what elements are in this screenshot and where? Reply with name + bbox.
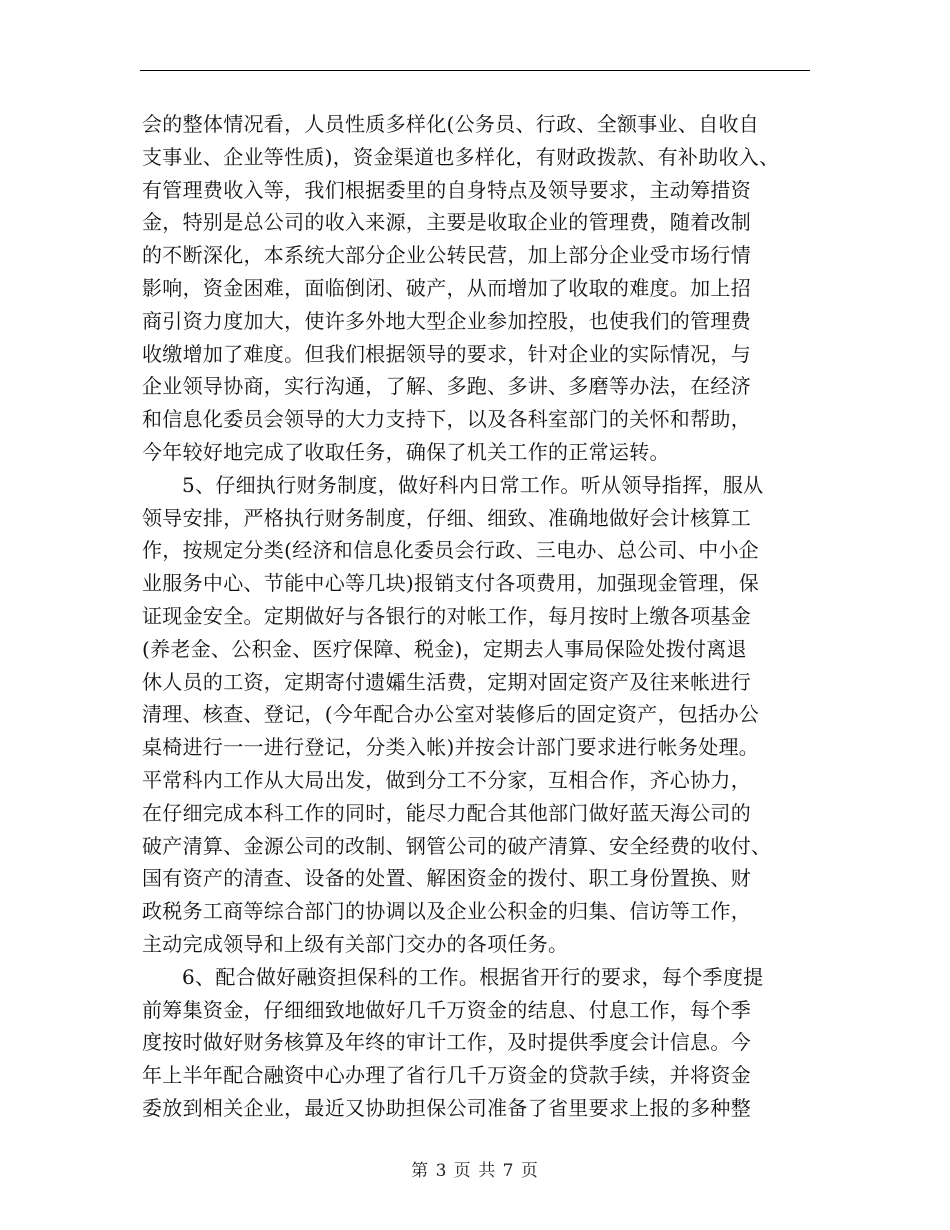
text-line: 年上半年配合融资中心办理了省行几千万资金的贷款手续，并将资金 <box>142 1063 751 1088</box>
text-line: (养老金、公积金、医疗保障、税金)，定期去人事局保险处拨付离退 <box>142 636 747 661</box>
text-line: 清理、核查、登记，(今年配合办公室对装修后的固定资产，包括办公 <box>142 702 760 727</box>
text-line: 6、配合做好融资担保科的工作。根据省开行的要求，每个季度提 <box>182 964 764 989</box>
page-footer: 第 3 页 共 7 页 <box>411 1161 539 1181</box>
text-line: 主动完成领导和上级有关部门交办的各项任务。 <box>142 931 569 956</box>
text-line: 委放到相关企业，最近又协助担保公司准备了省里要求上报的多种整 <box>142 1095 751 1120</box>
text-line: 休人员的工资，定期寄付遗孀生活费，定期对固定资产及往来帐进行 <box>142 669 751 694</box>
text-line: 5、仔细执行财务制度，做好科内日常工作。听从领导指挥，服从 <box>182 472 764 497</box>
text-line: 支事业、企业等性质)，资金渠道也多样化，有财政拨款、有补助收入、 <box>142 144 780 169</box>
text-line: 有管理费收入等，我们根据委里的自身特点及领导要求，主动筹措资 <box>142 177 751 202</box>
text-line: 今年较好地完成了收取任务，确保了机关工作的正常运转。 <box>142 439 670 464</box>
text-line: 会的整体情况看，人员性质多样化(公务员、行政、全额事业、自收自 <box>142 112 760 136</box>
text-line: 作，按规定分类(经济和信息化委员会行政、三电办、总公司、中小企 <box>142 538 760 563</box>
text-line: 在仔细完成本科工作的同时，能尽力配合其他部门做好蓝天海公司的 <box>142 800 751 825</box>
text-line: 桌椅进行一一进行登记，分类入帐)并按会计部门要求进行帐务处理。 <box>142 735 760 760</box>
text-line: 破产清算、金源公司的改制、钢管公司的破产清算、安全经费的收付、 <box>142 833 772 858</box>
text-line: 度按时做好财务核算及年终的审计工作，及时提供季度会计信息。今 <box>142 1030 751 1055</box>
text-line: 商引资力度加大，使许多外地大型企业参加控股，也使我们的管理费 <box>142 308 751 333</box>
text-line: 金，特别是总公司的收入来源，主要是收取企业的管理费，随着改制 <box>142 210 751 235</box>
text-line: 企业领导协商，实行沟通，了解、多跑、多讲、多磨等办法，在经济 <box>142 374 751 399</box>
text-line: 前筹集资金，仔细细致地做好几千万资金的结息、付息工作，每个季 <box>142 997 751 1022</box>
text-line: 政税务工商等综合部门的协调以及企业公积金的归集、信访等工作， <box>142 899 751 924</box>
text-line: 业服务中心、节能中心等几块)报销支付各项费用，加强现金管理，保 <box>142 571 760 596</box>
text-line: 证现金安全。定期做好与各银行的对帐工作，每月按时上缴各项基金 <box>142 603 751 628</box>
text-line: 国有资产的清查、设备的处置、解困资金的拨付、职工身份置换、财 <box>142 866 751 891</box>
text-line: 和信息化委员会领导的大力支持下，以及各科室部门的关怀和帮助， <box>142 407 751 432</box>
document-body <box>142 108 832 1125</box>
text-line: 平常科内工作从大局出发，做到分工不分家，互相合作，齐心协力， <box>142 767 751 792</box>
text-line: 收缴增加了难度。但我们根据领导的要求，针对企业的实际情况，与 <box>142 341 751 366</box>
text-line: 领导安排，严格执行财务制度，仔细、细致、准确地做好会计核算工 <box>142 505 751 530</box>
text-line: 影响，资金困难，面临倒闭、破产，从而增加了收取的难度。加上招 <box>142 275 751 300</box>
text-line: 的不断深化，本系统大部分企业公转民营，加上部分企业受市场行情 <box>142 243 751 268</box>
header-rule <box>140 70 810 71</box>
